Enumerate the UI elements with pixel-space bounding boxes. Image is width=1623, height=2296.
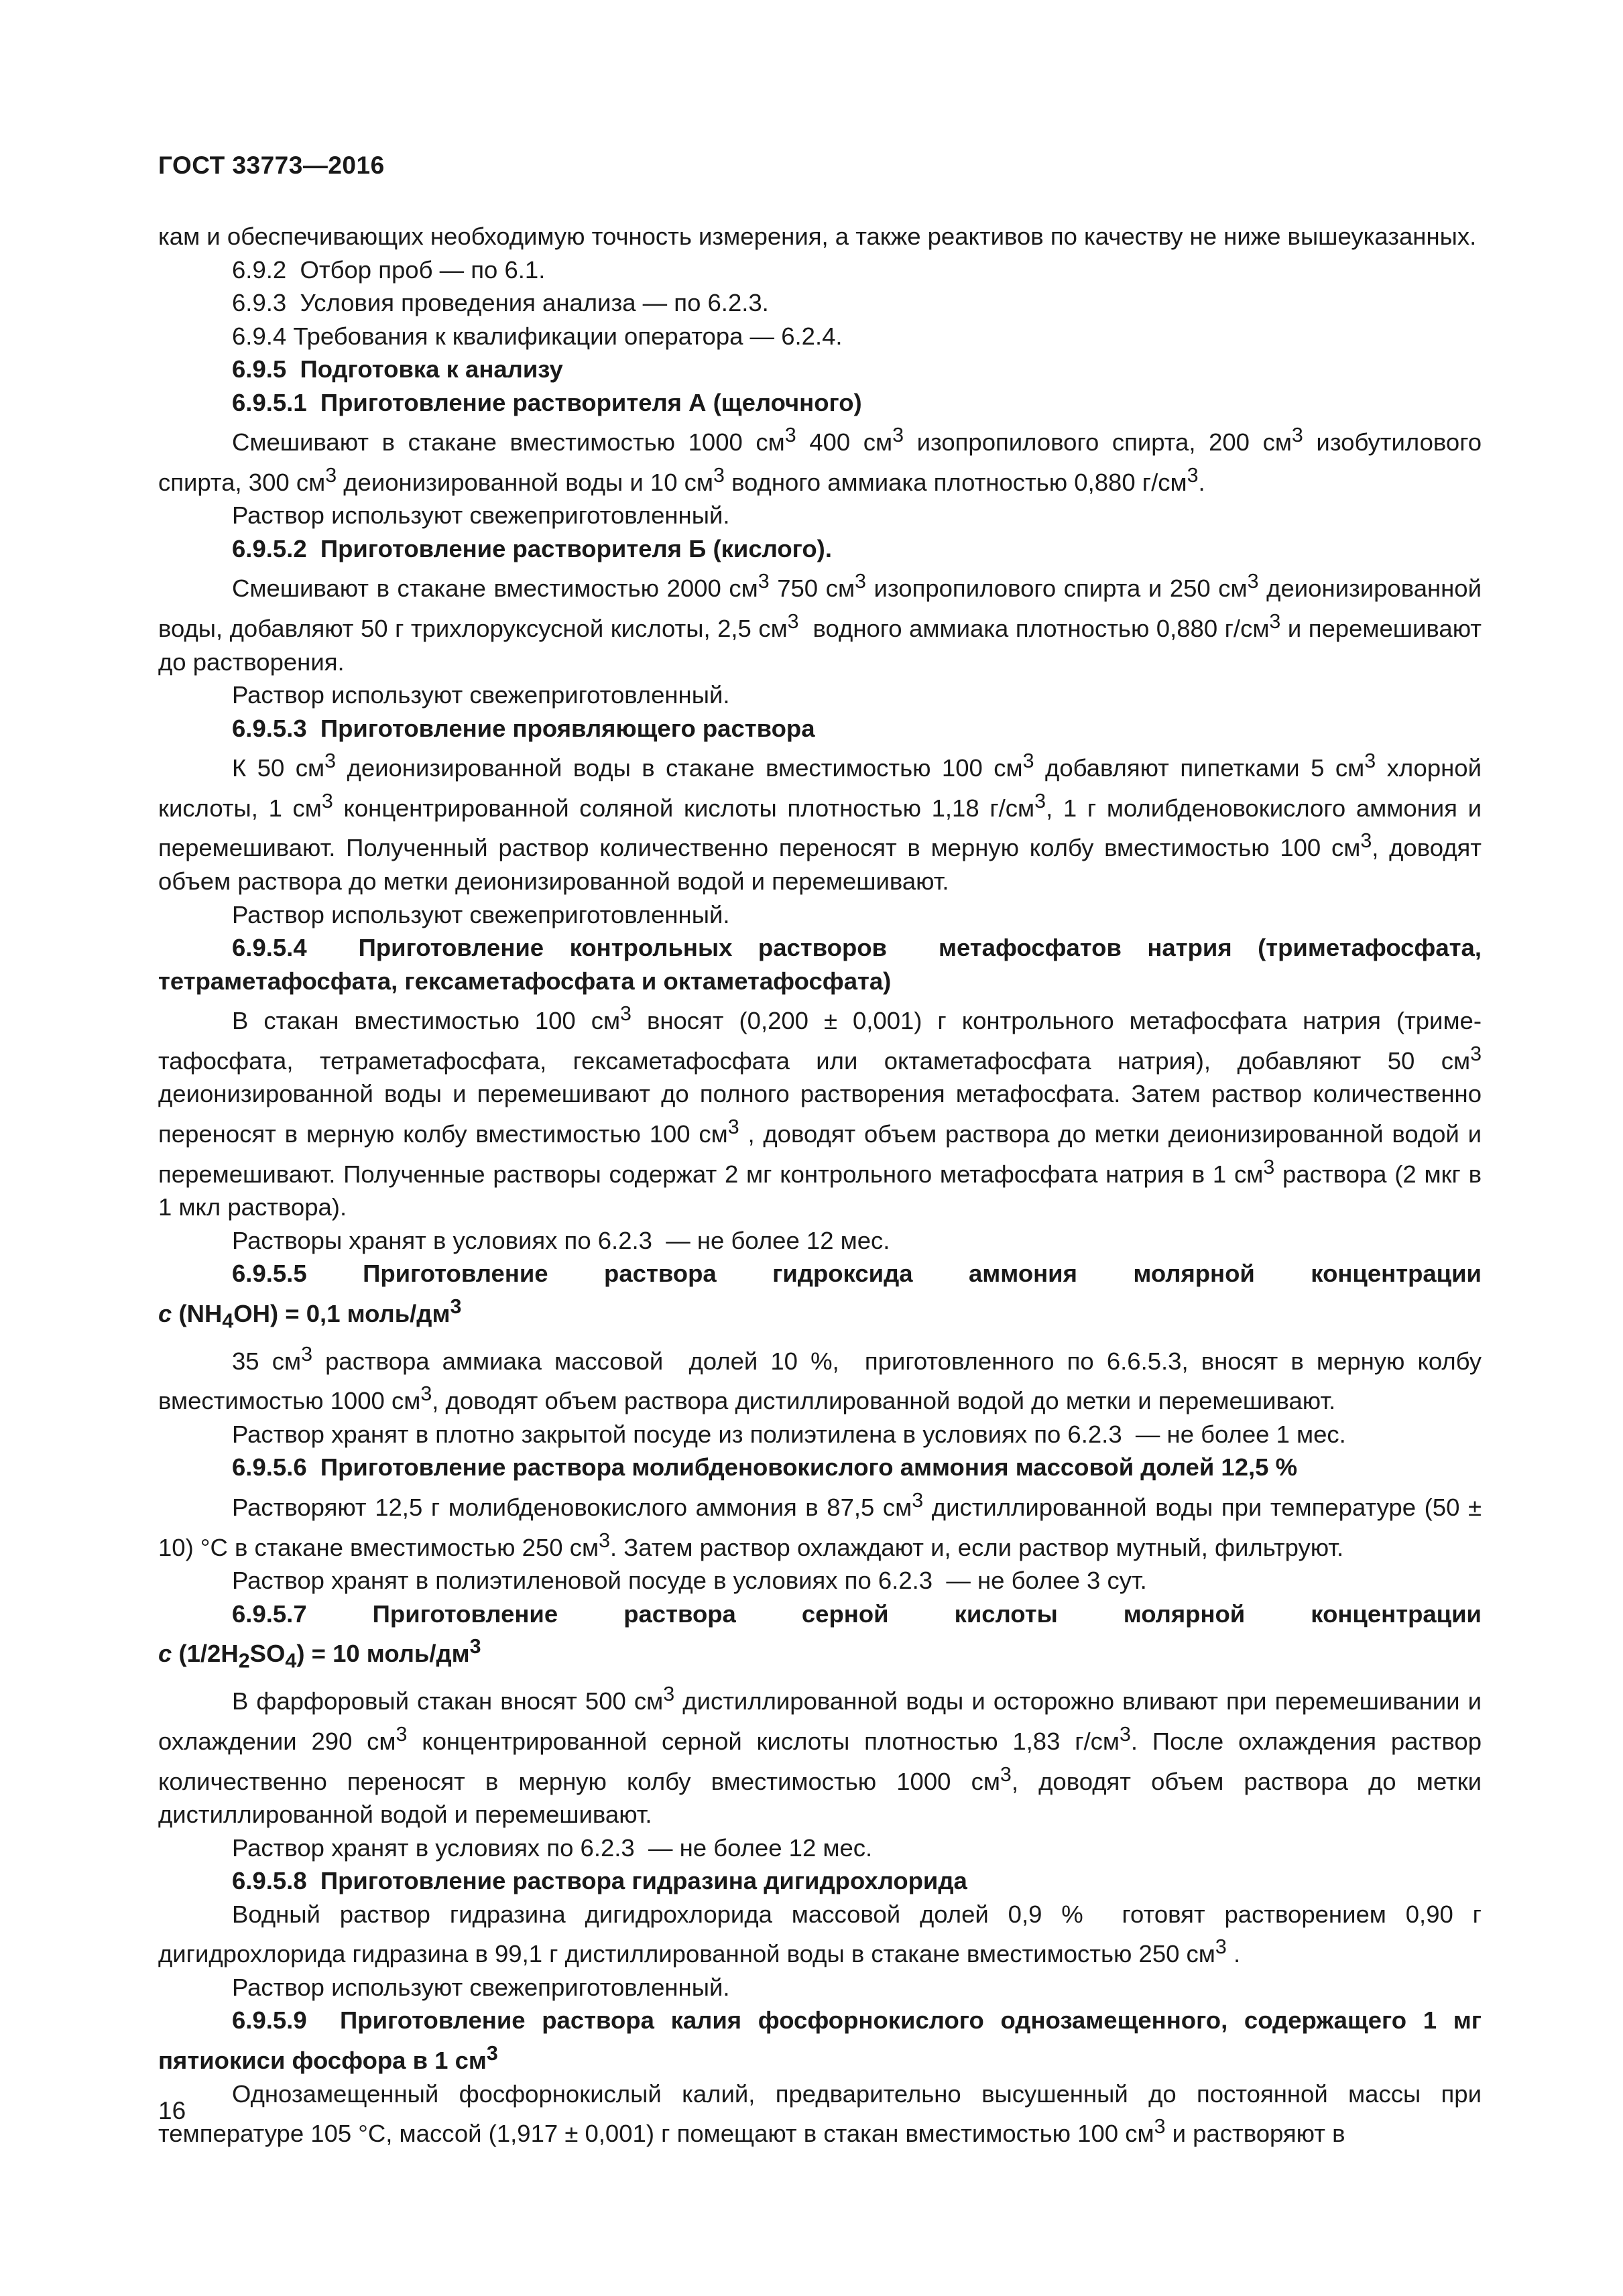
document-header: ГОСТ 33773—2016	[158, 152, 385, 179]
body-paragraph: Раствор используют свежеприготовленный.	[232, 1973, 730, 2001]
section-heading: с $(NH_4OH) = 0,1$ моль/$дм^3$	[158, 1294, 462, 1333]
body-paragraph: 6.9.2 Отбор проб — по 6.1.	[232, 255, 546, 284]
document-body	[158, 220, 1482, 2151]
body-paragraph: Смешивают в стакане вместимостью 2000 $см^3$ 750 $см^3$ изопропилового спирта и 250 $см^3$ деионизированной воды, добавляют 50 г трихлоруксусной кислоты, 2,5 $см^3$ водного аммиака плотностью 0,880 $г/см^3$ и перемешивают до растворения.	[158, 570, 1482, 676]
body-paragraph: В стакан вместимостью 100 $см^3$ вносят (0,200 ± 0,001) г контрольного метафосфата натрия (триметафосфата, тетраметафосфата, гексаметафосфата или октаметафосфата натрия), добавляют 50 $см^3$ деионизированной воды и перемешивают до полного растворения метафосфата. Затем раствор количественно переносят в мерную колбу вместимостью 100 $см^3$ , доводят объем раствора до метки деионизированной водой и перемешивают. Полученные растворы содержат 2 мг контрольного метафосфата натрия в 1 $см^3$ раствора (2 мкг в 1 мкл раствора).	[158, 1002, 1482, 1221]
body-paragraph: Смешивают в стакане вместимостью 1000 $см^3$ 400 $см^3$ изопропилового спирта, 200 $см^3$ изобутилового спирта, 300 $см^3$ деионизированной воды и 10 $см^3$ водного аммиака плотностью 0,880 $г/см^3$.	[158, 424, 1482, 496]
body-paragraph: Растворы хранят в условиях по 6.2.3 — не более 12 мес.	[232, 1226, 890, 1254]
body-paragraph: Раствор используют свежеприготовленный.	[232, 681, 730, 709]
body-paragraph: К 50 $см^3$ деионизированной воды в стакане вместимостью 100 $см^3$ добавляют пипетками 5 $см^3$ хлорной кислоты, 1 $см^3$ концентрированной соляной кислоты плотностью 1,18 $г/см^3$, 1 г молибденовокислого аммония и перемешивают. Полученный раствор количественно переносят в мерную колбу вместимостью 100 $см^3$, доводят объем раствора до метки деионизированной водой и перемешивают.	[158, 749, 1482, 896]
section-heading: 6.9.5.9 Приготовление раствора калия фосфорнокислого однозамещенного, содержащего 1 мг пятиокиси фосфора в 1 $см^3$	[158, 2006, 1482, 2075]
section-heading: 6.9.5.6 Приготовление раствора молибденовокислого аммония массовой долей 12,5 %	[232, 1453, 1298, 1482]
section-heading: 6.9.5 Подготовка к анализу	[232, 355, 563, 383]
body-paragraph: 6.9.4 Требования к квалификации оператора — 6.2.4.	[232, 322, 843, 350]
body-paragraph: Раствор хранят в полиэтиленовой посуде в условиях по 6.2.3 — не более 3 сут.	[232, 1567, 1147, 1595]
section-heading: 6.9.5.7 Приготовление раствора серной кислоты молярной концентрации	[232, 1599, 1482, 1628]
section-heading: с $(1/2H_2SO_4) = 10$ моль/$дм^3$	[158, 1635, 481, 1673]
body-paragraph: Раствор используют свежеприготовленный.	[232, 501, 730, 530]
body-paragraph: 6.9.3 Условия проведения анализа — по 6.2.3.	[232, 289, 769, 316]
page-number: 16	[158, 2097, 186, 2124]
section-heading: 6.9.5.3 Приготовление проявляющего раствора	[232, 714, 815, 742]
section-heading: 6.9.5.8 Приготовление раствора гидразина дигидрохлорида	[232, 1867, 967, 1895]
body-paragraph: Раствор хранят в плотно закрытой посуде из полиэтилена в условиях по 6.2.3 — не более 1 мес.	[232, 1420, 1346, 1448]
body-paragraph: кам и обеспечивающих необходимую точность измерения, а также реактивов по качеству не ниже вышеуказанных.	[158, 223, 1477, 250]
section-heading: 6.9.5.2 Приготовление растворителя Б (кислого).	[232, 534, 832, 562]
body-paragraph: Растворяют 12,5 г молибденовокислого аммония в 87,5 $см^3$ дистиллированной воды при температуре (50 ± 10) °С в стакане вместимостью 250 $см^3$. Затем раствор охлаждают и, если раствор мутный, фильтруют.	[158, 1488, 1482, 1561]
section-heading: 6.9.5.4 Приготовление контрольных растворов метафосфатов натрия (триметафосфата, тетраметафосфата, гексаметафосфата и октаметафосфата)	[158, 934, 1482, 995]
body-paragraph: Раствор хранят в условиях по 6.2.3 — не более 12 мес.	[232, 1833, 873, 1862]
body-paragraph: Раствор используют свежеприготовленный.	[232, 900, 730, 928]
body-paragraph: Однозамещенный фосфорнокислый калий, предварительно высушенный до постоянной массы при температуре 105 °С, массой (1,917 ± 0,001) г помещают в стакан вместимостью 100 $см^3$ и растворяют в	[158, 2079, 1482, 2148]
section-heading: 6.9.5.1 Приготовление растворителя А (щелочного)	[232, 388, 862, 416]
body-paragraph: Водный раствор гидразина дигидрохлорида массовой долей 0,9 % готовят растворением 0,90 г дигидрохлорида гидразина в 99,1 г дистиллированной воды в стакане вместимостью 250 $см^3$ .	[158, 1900, 1482, 1968]
section-heading: 6.9.5.5 Приготовление раствора гидроксида аммония молярной концентрации	[232, 1260, 1482, 1288]
body-paragraph: В фарфоровый стакан вносят 500 $см^3$ дистиллированной воды и осторожно вливают при перемешивании и охлаждении 290 $см^3$ концентрированной серной кислоты плотностью 1,83 $г/см^3$. После охлаждения раствор количественно переносят в мерную колбу вместимостью 1000 $см^3$, доводят объем раствора до метки дистиллированной водой и перемешивают.	[158, 1683, 1482, 1829]
body-paragraph: 35 $см^3$ раствора аммиака массовой долей 10 %, приготовленного по 6.6.5.3, вносят в мерную колбу вместимостью 1000 $см^3$, доводят объем раствора дистиллированной водой до метки и перемешивают.	[158, 1342, 1482, 1415]
